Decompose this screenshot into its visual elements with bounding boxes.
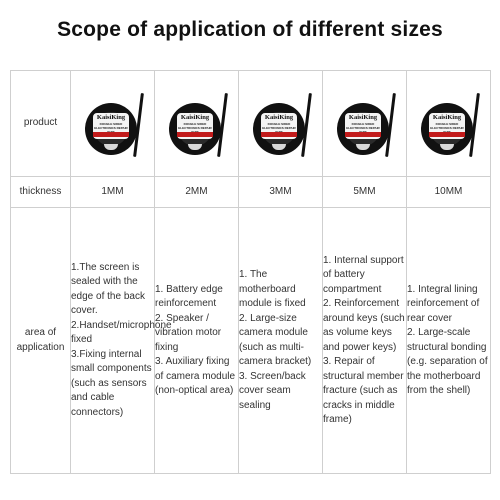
product-image (71, 71, 155, 176)
reel-red-band (345, 132, 381, 137)
product-cell (407, 71, 491, 177)
application-item: 2. Speaker / vibration motor fixing (155, 312, 222, 353)
application-item: 2. Large-scale structural bonding (e.g. separation of the motherboard from the shell) (407, 327, 488, 396)
row-label-product: product (11, 71, 71, 177)
size-application-table (10, 70, 491, 474)
brand-logo: KaisiKing (180, 114, 210, 121)
product-row (11, 71, 491, 177)
application-item: 3. Repair of structural member fracture (such as cracks in middle frame) (323, 356, 404, 425)
reel-red-band (177, 132, 213, 137)
product-image (155, 71, 239, 176)
application-item: 3. Screen/back cover seam sealing (239, 370, 306, 411)
reel-label (93, 113, 129, 139)
application-item: 2.Handset/microphone fixed (71, 319, 172, 346)
brand-logo: KaisiKing (432, 114, 462, 121)
reel-red-band (261, 132, 297, 137)
product-image (323, 71, 407, 176)
thickness-value: 10MM (407, 177, 491, 208)
application-item: 1. The motherboard module is fixed (239, 269, 306, 309)
tape-reel (85, 103, 137, 155)
row-label-thickness: thickness (11, 177, 71, 208)
reel-label (177, 113, 213, 139)
thickness-value: 3MM (239, 177, 323, 208)
reel-red-band (429, 132, 465, 137)
application-cell (239, 208, 323, 474)
thickness-row (11, 177, 491, 208)
application-item: 3. Auxiliary fixing of camera module (non-optical area) (155, 356, 236, 396)
brand-logo: KaisiKing (96, 114, 126, 121)
application-cell (155, 208, 239, 474)
product-cell (323, 71, 407, 177)
application-cell (323, 208, 407, 474)
reel-core (272, 144, 286, 150)
reel-subtitle: DOUBLE SIDED ELECTRONICS REPAIR (346, 122, 380, 130)
application-item: 1. Integral lining reinforcement of rear cover (407, 283, 480, 324)
row-label-application: area of application (11, 208, 71, 474)
application-item: 3.Fixing internal small components (such as sensors and cable connectors) (71, 348, 152, 418)
reel-core (440, 144, 454, 150)
tape-reel (421, 103, 473, 155)
reel-core (188, 144, 202, 150)
reel-subtitle: DOUBLE SIDED ELECTRONICS REPAIR (262, 122, 296, 130)
application-item: 1. Internal support of battery compartment (323, 254, 404, 295)
application-item: 1.The screen is sealed with the edge of the back cover. (71, 261, 145, 317)
reel-label (429, 113, 465, 139)
reel-core (356, 144, 370, 150)
reel-subtitle: DOUBLE SIDED ELECTRONICS REPAIR (94, 122, 128, 130)
tape-reel (169, 103, 221, 155)
tape-reel (337, 103, 389, 155)
reel-subtitle: DOUBLE SIDED ELECTRONICS REPAIR (178, 122, 212, 130)
brand-logo: KaisiKing (348, 114, 378, 121)
thickness-value: 5MM (323, 177, 407, 208)
brand-logo: KaisiKing (264, 114, 294, 121)
application-item: 2. Large-size camera module (such as multi-camera bracket) (239, 312, 312, 367)
application-item: 1. Battery edge reinforcement (155, 283, 223, 309)
application-cell (71, 208, 172, 474)
product-image (407, 71, 491, 176)
reel-red-band (93, 132, 129, 137)
thickness-value: 2MM (155, 177, 239, 208)
product-cell (155, 71, 239, 177)
product-cell (71, 71, 155, 177)
application-cell (407, 208, 491, 474)
application-item: 2. Reinforcement around keys (such as volume keys and power keys) (323, 298, 405, 353)
application-row (11, 208, 491, 474)
page-title: Scope of application of different sizes (57, 18, 443, 41)
reel-core (104, 144, 118, 150)
reel-label (261, 113, 297, 139)
reel-subtitle: DOUBLE SIDED ELECTRONICS REPAIR (430, 122, 464, 130)
thickness-value: 1MM (71, 177, 155, 208)
reel-label (345, 113, 381, 139)
product-cell (239, 71, 323, 177)
product-image (239, 71, 323, 176)
tape-reel (253, 103, 305, 155)
